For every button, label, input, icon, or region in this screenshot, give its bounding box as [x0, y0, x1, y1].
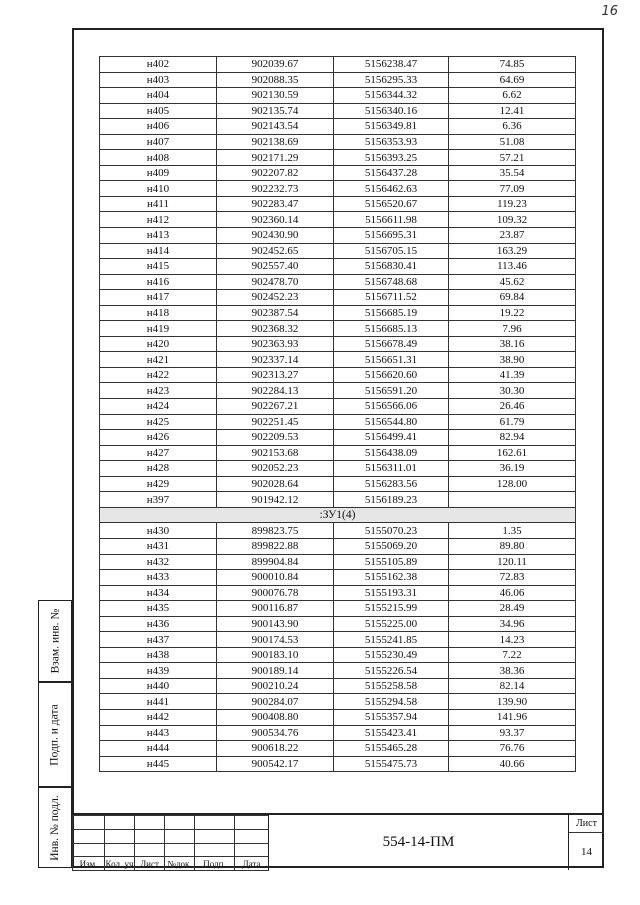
point-id-cell: н403 [100, 72, 217, 88]
x-coord-cell: 900183.10 [217, 647, 334, 663]
point-id-cell: н438 [100, 647, 217, 663]
distance-cell: 77.09 [449, 181, 576, 197]
distance-cell: 113.46 [449, 259, 576, 275]
x-coord-cell: 902478.70 [217, 274, 334, 290]
x-coord-cell: 900174.53 [217, 632, 334, 648]
y-coord-cell: 5156238.47 [334, 57, 449, 73]
point-id-cell: н408 [100, 150, 217, 166]
side-stamp-label: Инв. № подл. [49, 794, 61, 861]
point-id-cell: н437 [100, 632, 217, 648]
y-coord-cell: 5156344.32 [334, 88, 449, 104]
distance-cell: 1.35 [449, 523, 576, 539]
y-coord-cell: 5156748.68 [334, 274, 449, 290]
x-coord-cell: 900010.84 [217, 570, 334, 586]
col-label-kol-uch: Кол. уч [105, 858, 134, 869]
distance-cell: 36.19 [449, 461, 576, 477]
x-coord-cell: 899822.88 [217, 538, 334, 554]
y-coord-cell: 5155423.41 [334, 725, 449, 741]
distance-cell: 6.62 [449, 88, 576, 104]
y-coord-cell: 5155294.58 [334, 694, 449, 710]
x-coord-cell: 900284.07 [217, 694, 334, 710]
distance-cell: 82.14 [449, 678, 576, 694]
x-coord-cell: 902153.68 [217, 445, 334, 461]
point-id-cell: н421 [100, 352, 217, 368]
y-coord-cell: 5156611.98 [334, 212, 449, 228]
distance-cell: 34.96 [449, 616, 576, 632]
y-coord-cell: 5155226.54 [334, 663, 449, 679]
x-coord-cell: 899904.84 [217, 554, 334, 570]
distance-cell: 163.29 [449, 243, 576, 259]
point-id-cell: н434 [100, 585, 217, 601]
distance-cell: 76.76 [449, 741, 576, 757]
distance-cell: 89.80 [449, 538, 576, 554]
point-id-cell: н412 [100, 212, 217, 228]
table-row [100, 134, 576, 150]
title-block [72, 813, 604, 868]
distance-cell: 7.22 [449, 647, 576, 663]
col-label-data: Дата [235, 857, 269, 871]
y-coord-cell: 5155465.28 [334, 741, 449, 757]
y-coord-cell: 5155070.23 [334, 523, 449, 539]
table-row [100, 492, 576, 508]
point-id-cell: н428 [100, 461, 217, 477]
table-row [100, 554, 576, 570]
table-row [100, 88, 576, 104]
y-coord-cell: 5155215.99 [334, 601, 449, 617]
table-row [100, 538, 576, 554]
table-row [100, 585, 576, 601]
coordinates-table [99, 56, 576, 772]
table-row [100, 259, 576, 275]
table-row [100, 196, 576, 212]
x-coord-cell: 902052.23 [217, 461, 334, 477]
y-coord-cell: 5156393.25 [334, 150, 449, 166]
distance-cell: 46.06 [449, 585, 576, 601]
y-coord-cell: 5155069.20 [334, 538, 449, 554]
y-coord-cell: 5156438.09 [334, 445, 449, 461]
x-coord-cell: 900618.22 [217, 741, 334, 757]
point-id-cell: н436 [100, 616, 217, 632]
table-row [100, 290, 576, 306]
table-row [100, 181, 576, 197]
distance-cell: 162.61 [449, 445, 576, 461]
distance-cell: 82.94 [449, 430, 576, 446]
point-id-cell: н441 [100, 694, 217, 710]
table-row [100, 150, 576, 166]
distance-cell: 141.96 [449, 709, 576, 725]
table-row [100, 383, 576, 399]
point-id-cell: н423 [100, 383, 217, 399]
y-coord-cell: 5156437.28 [334, 165, 449, 181]
y-coord-cell: 5156520.67 [334, 196, 449, 212]
y-coord-cell: 5155241.85 [334, 632, 449, 648]
point-id-cell: н425 [100, 414, 217, 430]
y-coord-cell: 5156295.33 [334, 72, 449, 88]
x-coord-cell: 902283.47 [217, 196, 334, 212]
x-coord-cell: 902088.35 [217, 72, 334, 88]
point-id-cell: н418 [100, 305, 217, 321]
x-coord-cell: 902557.40 [217, 259, 334, 275]
table-row [100, 274, 576, 290]
distance-cell: 26.46 [449, 399, 576, 415]
distance-cell: 64.69 [449, 72, 576, 88]
y-coord-cell: 5156544.80 [334, 414, 449, 430]
document-code: 554-14-ПМ [268, 815, 568, 870]
table-row [100, 367, 576, 383]
y-coord-cell: 5156566.06 [334, 399, 449, 415]
y-coord-cell: 5155230.49 [334, 647, 449, 663]
point-id-cell: н397 [100, 492, 217, 508]
distance-cell: 119.23 [449, 196, 576, 212]
table-row [100, 601, 576, 617]
table-row [100, 119, 576, 135]
table-row [100, 632, 576, 648]
point-id-cell: н405 [100, 103, 217, 119]
table-row [100, 570, 576, 586]
point-id-cell: н416 [100, 274, 217, 290]
x-coord-cell: 902143.54 [217, 119, 334, 135]
distance-cell: 40.66 [449, 756, 576, 772]
table-row [100, 741, 576, 757]
point-id-cell: н427 [100, 445, 217, 461]
distance-cell [449, 492, 576, 508]
table-row [100, 57, 576, 73]
x-coord-cell: 902130.59 [217, 88, 334, 104]
x-coord-cell: 902452.65 [217, 243, 334, 259]
x-coord-cell: 902171.29 [217, 150, 334, 166]
side-stamp-signature-date [38, 682, 72, 787]
col-label-ndok: №док. [165, 857, 195, 871]
x-coord-cell: 902337.14 [217, 352, 334, 368]
table-row [100, 103, 576, 119]
point-id-cell: н410 [100, 181, 217, 197]
sheet-number: 14 [581, 845, 592, 858]
point-id-cell: н414 [100, 243, 217, 259]
point-id-cell: н445 [100, 756, 217, 772]
x-coord-cell: 902232.73 [217, 181, 334, 197]
point-id-cell: н440 [100, 678, 217, 694]
point-id-cell: н415 [100, 259, 217, 275]
y-coord-cell: 5156189.23 [334, 492, 449, 508]
distance-cell: 72.83 [449, 570, 576, 586]
y-coord-cell: 5156462.63 [334, 181, 449, 197]
x-coord-cell: 899823.75 [217, 523, 334, 539]
point-id-cell: н432 [100, 554, 217, 570]
distance-cell: 35.54 [449, 165, 576, 181]
x-coord-cell: 900189.14 [217, 663, 334, 679]
point-id-cell: н431 [100, 538, 217, 554]
point-id-cell: н411 [100, 196, 217, 212]
table-row [100, 414, 576, 430]
table-row [100, 352, 576, 368]
table-row [100, 72, 576, 88]
distance-cell: 23.87 [449, 228, 576, 244]
x-coord-cell: 902387.54 [217, 305, 334, 321]
distance-cell: 120.11 [449, 554, 576, 570]
point-id-cell: н404 [100, 88, 217, 104]
x-coord-cell: 900408.80 [217, 709, 334, 725]
y-coord-cell: 5155193.31 [334, 585, 449, 601]
y-coord-cell: 5155475.73 [334, 756, 449, 772]
table-row [100, 694, 576, 710]
sheet-cell [568, 815, 604, 870]
x-coord-cell: 902207.82 [217, 165, 334, 181]
x-coord-cell: 902135.74 [217, 103, 334, 119]
table-row [100, 430, 576, 446]
y-coord-cell: 5156678.49 [334, 336, 449, 352]
y-coord-cell: 5156311.01 [334, 461, 449, 477]
point-id-cell: н424 [100, 399, 217, 415]
y-coord-cell: 5156620.60 [334, 367, 449, 383]
distance-cell: 41.39 [449, 367, 576, 383]
y-coord-cell: 5156591.20 [334, 383, 449, 399]
x-coord-cell: 900116.87 [217, 601, 334, 617]
side-stamp-label: Взам. инв. № [49, 608, 61, 674]
side-stamp-replacement-inv [38, 600, 72, 682]
distance-cell: 139.90 [449, 694, 576, 710]
x-coord-cell: 902039.67 [217, 57, 334, 73]
x-coord-cell: 901942.12 [217, 492, 334, 508]
y-coord-cell: 5156353.93 [334, 134, 449, 150]
distance-cell: 38.90 [449, 352, 576, 368]
distance-cell: 19.22 [449, 305, 576, 321]
point-id-cell: н402 [100, 57, 217, 73]
y-coord-cell: 5155105.89 [334, 554, 449, 570]
x-coord-cell: 900210.24 [217, 678, 334, 694]
point-id-cell: н409 [100, 165, 217, 181]
x-coord-cell: 902251.45 [217, 414, 334, 430]
handwritten-page-number: 16 [601, 4, 618, 19]
x-coord-cell: 902368.32 [217, 321, 334, 337]
table-row [100, 523, 576, 539]
sheet-label: Лист [569, 815, 604, 833]
table-row [100, 476, 576, 492]
x-coord-cell: 902028.64 [217, 476, 334, 492]
distance-cell: 109.32 [449, 212, 576, 228]
y-coord-cell: 5156651.31 [334, 352, 449, 368]
point-id-cell: н426 [100, 430, 217, 446]
y-coord-cell: 5156499.41 [334, 430, 449, 446]
point-id-cell: н420 [100, 336, 217, 352]
point-id-cell: н442 [100, 709, 217, 725]
table-row [100, 756, 576, 772]
table-row [100, 336, 576, 352]
distance-cell: 38.16 [449, 336, 576, 352]
x-coord-cell: 902209.53 [217, 430, 334, 446]
distance-cell: 14.23 [449, 632, 576, 648]
distance-cell: 93.37 [449, 725, 576, 741]
y-coord-cell: 5156340.16 [334, 103, 449, 119]
distance-cell: 30.30 [449, 383, 576, 399]
col-label-list: Лист [135, 857, 165, 871]
distance-cell: 45.62 [449, 274, 576, 290]
x-coord-cell: 900143.90 [217, 616, 334, 632]
x-coord-cell: 902360.14 [217, 212, 334, 228]
y-coord-cell: 5156349.81 [334, 119, 449, 135]
distance-cell: 51.08 [449, 134, 576, 150]
table-row [100, 616, 576, 632]
x-coord-cell: 902267.21 [217, 399, 334, 415]
y-coord-cell: 5156685.19 [334, 305, 449, 321]
section-header-row [100, 507, 576, 523]
table-row [100, 725, 576, 741]
table-row [100, 647, 576, 663]
x-coord-cell: 902452.23 [217, 290, 334, 306]
x-coord-cell: 900076.78 [217, 585, 334, 601]
point-id-cell: н439 [100, 663, 217, 679]
point-id-cell: н407 [100, 134, 217, 150]
x-coord-cell: 900534.76 [217, 725, 334, 741]
revision-grid [72, 815, 269, 871]
table-row [100, 678, 576, 694]
point-id-cell: н406 [100, 119, 217, 135]
distance-cell: 61.79 [449, 414, 576, 430]
distance-cell: 69.84 [449, 290, 576, 306]
distance-cell: 38.36 [449, 663, 576, 679]
x-coord-cell: 902430.90 [217, 228, 334, 244]
table-row [100, 305, 576, 321]
side-stamp-original-inv [38, 787, 72, 868]
point-id-cell: н429 [100, 476, 217, 492]
y-coord-cell: 5156711.52 [334, 290, 449, 306]
col-label-podp: Подп. [195, 857, 235, 871]
point-id-cell: н417 [100, 290, 217, 306]
table-row [100, 243, 576, 259]
table-row [100, 445, 576, 461]
point-id-cell: н422 [100, 367, 217, 383]
side-stamp-label: Подп. и дата [49, 703, 61, 766]
y-coord-cell: 5156685.13 [334, 321, 449, 337]
y-coord-cell: 5155357.94 [334, 709, 449, 725]
x-coord-cell: 902284.13 [217, 383, 334, 399]
y-coord-cell: 5155225.00 [334, 616, 449, 632]
distance-cell: 28.49 [449, 601, 576, 617]
point-id-cell: н433 [100, 570, 217, 586]
point-id-cell: н419 [100, 321, 217, 337]
table-row [100, 461, 576, 477]
x-coord-cell: 902138.69 [217, 134, 334, 150]
table-row [100, 663, 576, 679]
table-row [100, 212, 576, 228]
point-id-cell: н443 [100, 725, 217, 741]
point-id-cell: н444 [100, 741, 217, 757]
distance-cell: 128.00 [449, 476, 576, 492]
distance-cell: 7.96 [449, 321, 576, 337]
y-coord-cell: 5155258.58 [334, 678, 449, 694]
distance-cell: 12.41 [449, 103, 576, 119]
y-coord-cell: 5156283.56 [334, 476, 449, 492]
table-row [100, 228, 576, 244]
section-label: :ЗУ1(4) [100, 507, 576, 523]
table-row [100, 321, 576, 337]
y-coord-cell: 5156705.15 [334, 243, 449, 259]
distance-cell: 6.36 [449, 119, 576, 135]
x-coord-cell: 902313.27 [217, 367, 334, 383]
y-coord-cell: 5156830.41 [334, 259, 449, 275]
x-coord-cell: 902363.93 [217, 336, 334, 352]
distance-cell: 74.85 [449, 57, 576, 73]
table-row [100, 165, 576, 181]
table-row [100, 399, 576, 415]
distance-cell: 57.21 [449, 150, 576, 166]
table-row [100, 709, 576, 725]
point-id-cell: н413 [100, 228, 217, 244]
point-id-cell: н435 [100, 601, 217, 617]
y-coord-cell: 5156695.31 [334, 228, 449, 244]
x-coord-cell: 900542.17 [217, 756, 334, 772]
col-label-izm: Изм. [73, 857, 105, 871]
y-coord-cell: 5155162.38 [334, 570, 449, 586]
point-id-cell: н430 [100, 523, 217, 539]
